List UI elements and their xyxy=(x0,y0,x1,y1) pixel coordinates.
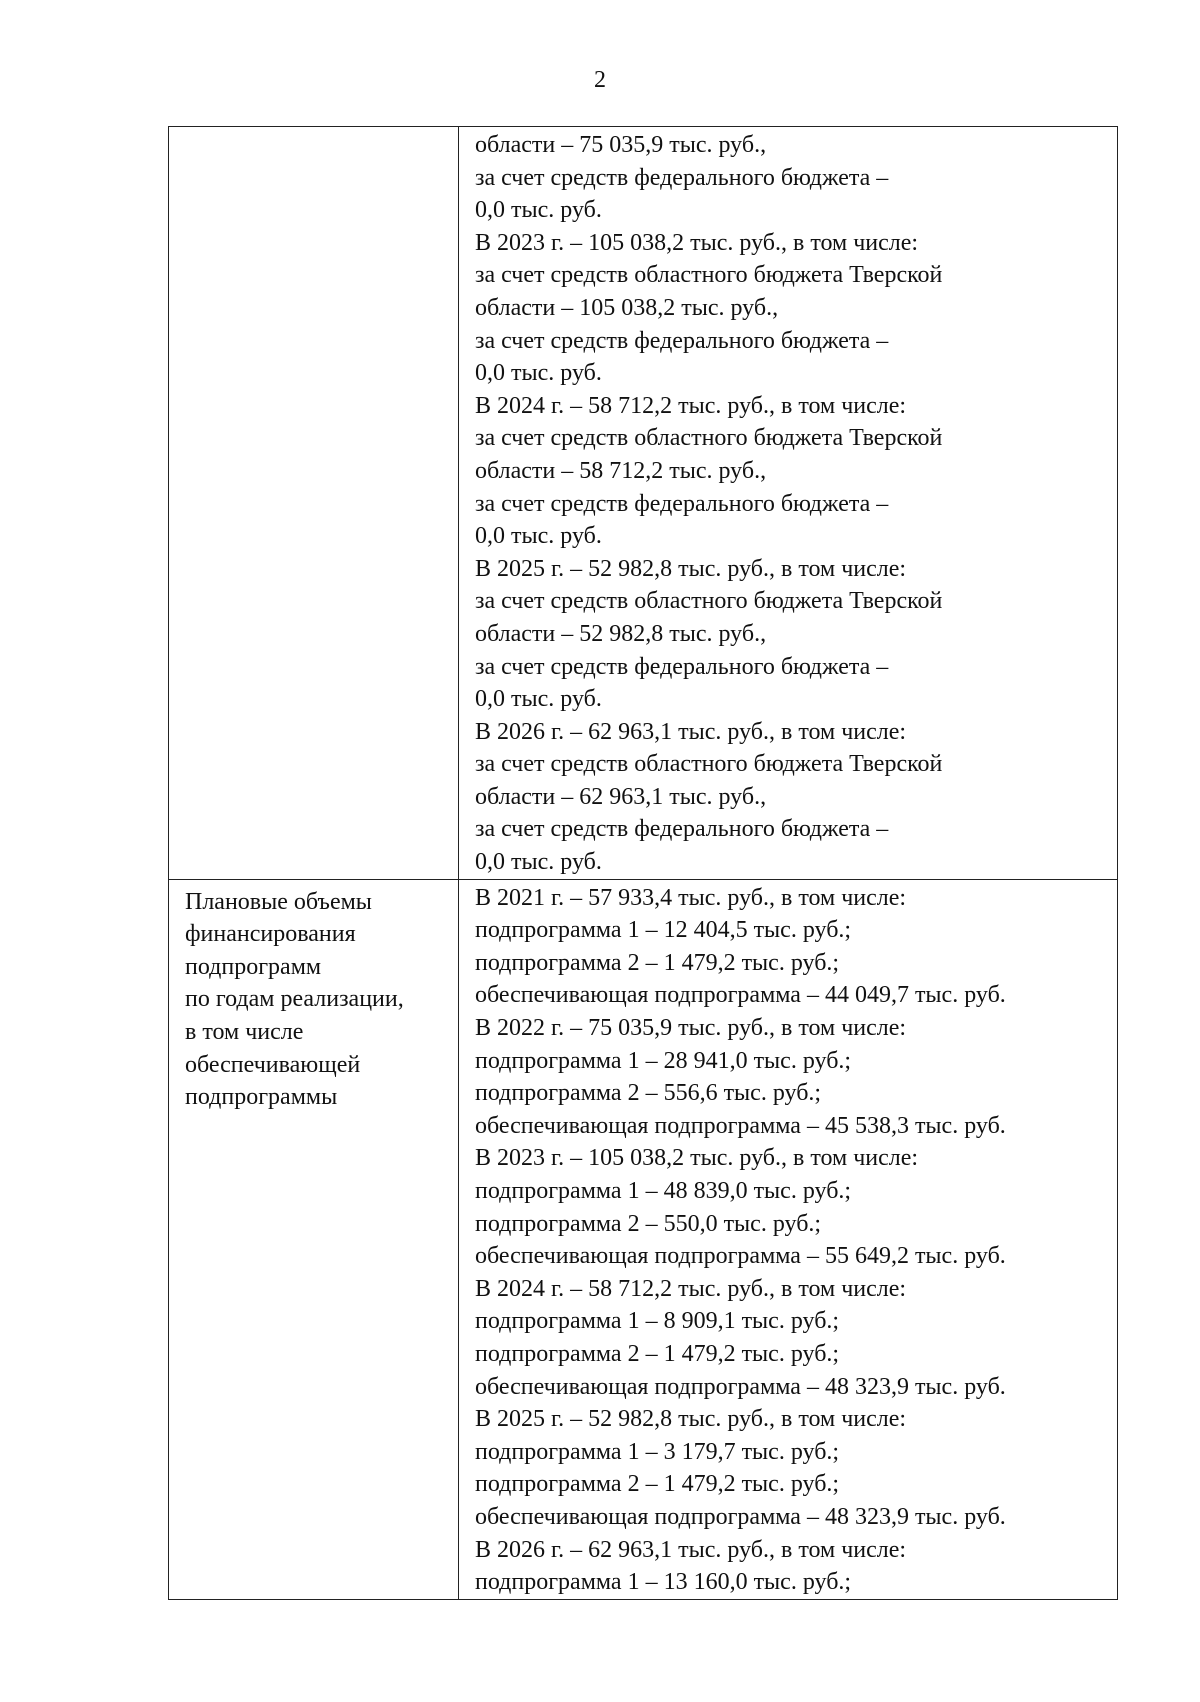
text-line: В 2022 г. – 75 035,9 тыс. руб., в том числе: xyxy=(475,1015,907,1042)
text-line: подпрограмма 2 – 1 479,2 тыс. руб.; xyxy=(475,1340,840,1367)
label-line: по годам реализации, xyxy=(185,986,404,1013)
text-line: за счет средств федерального бюджета – xyxy=(475,653,889,680)
text-line: обеспечивающая подпрограмма – 45 538,3 тыс. руб. xyxy=(475,1112,1006,1139)
text-line: подпрограмма 1 – 13 160,0 тыс. руб.; xyxy=(475,1569,852,1596)
text-line: подпрограмма 1 – 28 941,0 тыс. руб.; xyxy=(475,1047,852,1074)
text-line: подпрограмма 2 – 556,6 тыс. руб.; xyxy=(475,1080,822,1107)
text-line: за счет средств федерального бюджета – xyxy=(475,490,889,517)
text-line: обеспечивающая подпрограмма – 48 323,9 тыс. руб. xyxy=(475,1503,1006,1530)
label-line: подпрограмм xyxy=(185,953,322,980)
text-line: области – 58 712,2 тыс. руб., xyxy=(475,457,767,484)
text-line: за счет средств федерального бюджета – xyxy=(475,327,889,354)
text-line: В 2024 г. – 58 712,2 тыс. руб., в том числе: xyxy=(475,1275,907,1302)
text-line: подпрограмма 2 – 1 479,2 тыс. руб.; xyxy=(475,949,840,976)
row-value-cell xyxy=(459,127,1117,879)
text-line: 0,0 тыс. руб. xyxy=(475,523,602,550)
text-line: за счет средств областного бюджета Тверской xyxy=(475,425,943,452)
financing-table xyxy=(168,126,1118,1600)
text-line: подпрограмма 1 – 48 839,0 тыс. руб.; xyxy=(475,1178,852,1204)
text-line: обеспечивающая подпрограмма – 48 323,9 тыс. руб. xyxy=(475,1373,1006,1400)
text-line: области – 105 038,2 тыс. руб., xyxy=(475,294,779,321)
text-line: области – 52 982,8 тыс. руб., xyxy=(475,620,767,647)
text-line: за счет средств областного бюджета Тверской xyxy=(475,751,943,778)
text-line: за счет средств областного бюджета Тверской xyxy=(475,262,943,289)
text-line: 0,0 тыс. руб. xyxy=(475,360,602,387)
text-line: 0,0 тыс. руб. xyxy=(475,197,602,224)
text-line: за счет средств областного бюджета Тверской xyxy=(475,588,943,615)
text-line: В 2025 г. – 52 982,8 тыс. руб., в том числе: xyxy=(475,1406,907,1433)
text-line: подпрограмма 1 – 12 404,5 тыс. руб.; xyxy=(475,917,852,944)
page-number: 2 xyxy=(594,67,606,93)
text-line: обеспечивающая подпрограмма – 55 649,2 тыс. руб. xyxy=(475,1243,1006,1270)
label-line: обеспечивающей xyxy=(185,1051,361,1078)
text-line: подпрограмма 2 – 1 479,2 тыс. руб.; xyxy=(475,1471,840,1498)
label-line: финансирования xyxy=(185,921,356,948)
text-line: за счет средств федерального бюджета – xyxy=(475,816,889,843)
text-line: В 2021 г. – 57 933,4 тыс. руб., в том числе: xyxy=(475,884,907,911)
label-line: подпрограммы xyxy=(185,1084,338,1111)
text-line: области – 62 963,1 тыс. руб., xyxy=(475,783,767,810)
text-line: В 2026 г. – 62 963,1 тыс. руб., в том числе: xyxy=(475,1536,907,1563)
text-line: подпрограмма 2 – 550,0 тыс. руб.; xyxy=(475,1210,822,1237)
text-line: В 2023 г. – 105 038,2 тыс. руб., в том числе: xyxy=(475,1145,919,1172)
text-line: В 2026 г. – 62 963,1 тыс. руб., в том числе: xyxy=(475,718,907,745)
table-row-planned-financing xyxy=(169,879,1117,1599)
label-line: Плановые объемы xyxy=(185,888,372,915)
text-line: 0,0 тыс. руб. xyxy=(475,686,602,713)
label-line: в том числе xyxy=(185,1019,304,1046)
row-value-cell xyxy=(459,880,1117,1599)
row-label-cell xyxy=(169,127,459,879)
text-line: подпрограмма 1 – 8 909,1 тыс. руб.; xyxy=(475,1308,840,1335)
text-line: подпрограмма 1 – 3 179,7 тыс. руб.; xyxy=(475,1438,840,1465)
text-line: области – 75 035,9 тыс. руб., xyxy=(475,132,767,158)
text-line: обеспечивающая подпрограмма – 44 049,7 тыс. руб. xyxy=(475,982,1006,1009)
text-line: за счет средств федерального бюджета – xyxy=(475,164,889,191)
row-label-cell xyxy=(169,880,459,1599)
text-line: В 2023 г. – 105 038,2 тыс. руб., в том числе: xyxy=(475,229,919,256)
text-line: 0,0 тыс. руб. xyxy=(475,849,602,876)
table-row-regional-budget xyxy=(169,127,1117,879)
text-line: В 2025 г. – 52 982,8 тыс. руб., в том числе: xyxy=(475,555,907,582)
text-line: В 2024 г. – 58 712,2 тыс. руб., в том числе: xyxy=(475,392,907,419)
